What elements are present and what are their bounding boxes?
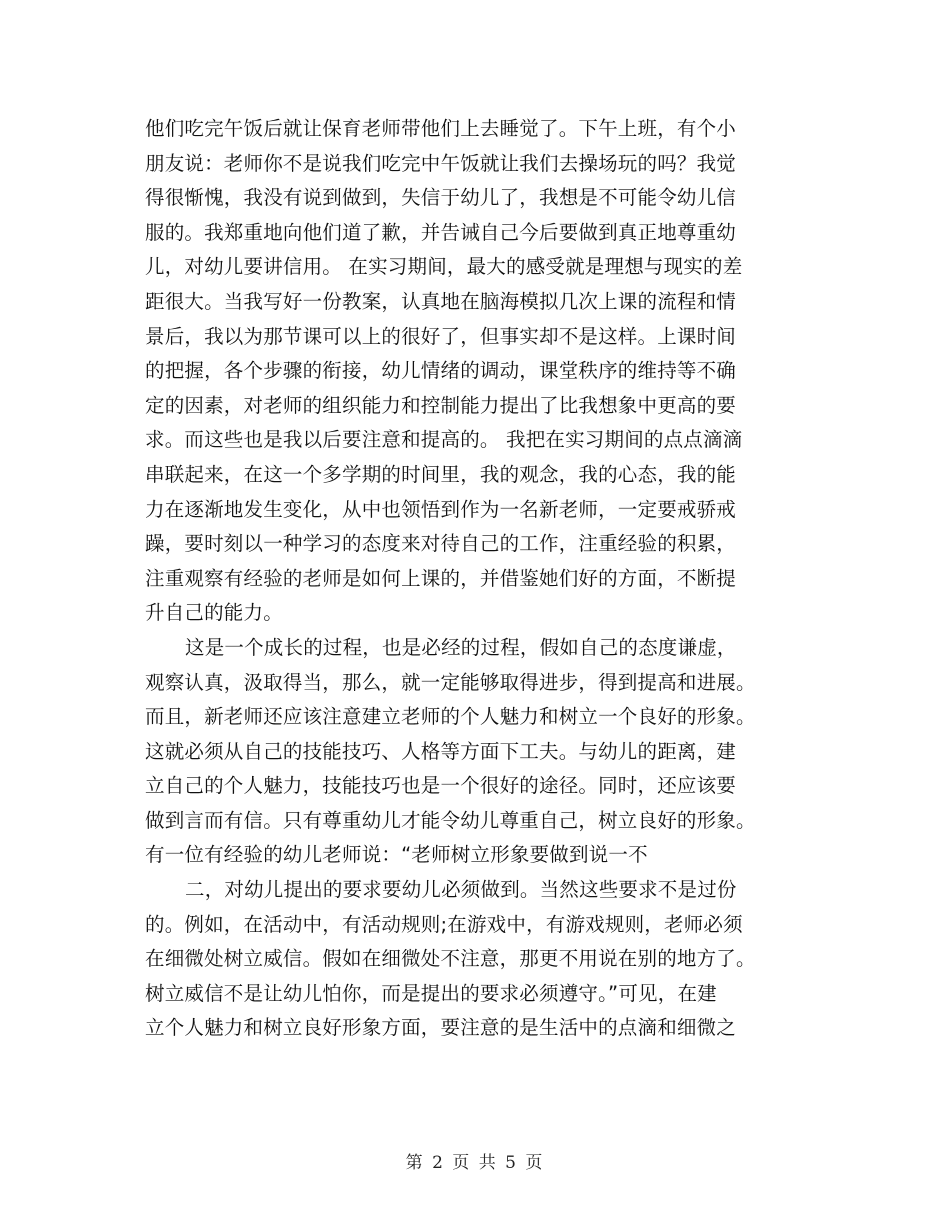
text-line: 立自己的个人魅力，技能技巧也是一个很好的途径。同时，还应该要: [145, 774, 737, 798]
text-line: 二，对幼儿提出的要求要幼儿必须做到。当然这些要求不是过份: [185, 878, 737, 902]
body-text: [145, 112, 845, 1046]
text-line: 做到言而有信。只有尊重幼儿才能令幼儿尊重自己，树立良好的形象。: [145, 808, 756, 832]
text-line: 力在逐渐地发生变化，从中也领悟到作为一名新老师，一定要戒骄戒: [145, 497, 737, 521]
text-line: 而且，新老师还应该注意建立老师的个人魅力和树立一个良好的形象。: [145, 705, 756, 729]
text-line: 得很惭愧，我没有说到做到，失信于幼儿了，我想是不可能令幼儿信: [145, 186, 737, 210]
text-line: 观察认真，汲取得当，那么，就一定能够取得进步，得到提高和进展。: [145, 670, 756, 694]
text-line: 躁，要时刻以一种学习的态度来对待自己的工作，注重经验的积累，: [145, 532, 737, 556]
text-line: 朋友说：老师你不是说我们吃完中午饭就让我们去操场玩的吗？我觉: [145, 151, 737, 175]
text-line: 这就必须从自己的技能技巧、人格等方面下工夫。与幼儿的距离，建: [145, 739, 737, 763]
text-line: 树立威信不是让幼儿怕你，而是提出的要求必须遵守。”可见，在建: [145, 981, 717, 1005]
text-line: 儿，对幼儿要讲信用。 在实习期间，最大的感受就是理想与现实的差: [145, 255, 743, 279]
text-line: 在细微处树立威信。假如在细微处不注意，那更不用说在别的地方了。: [145, 947, 756, 971]
text-line: 有一位有经验的幼儿老师说：“老师树立形象要做到说一不: [145, 843, 648, 867]
text-line: 立个人魅力和树立良好形象方面，要注意的是生活中的点滴和细微之: [145, 1016, 737, 1040]
text-line: 他们吃完午饭后就让保育老师带他们上去睡觉了。下午上班，有个小: [145, 117, 737, 140]
text-line: 服的。我郑重地向他们道了歉，并告诫自己今后要做到真正地尊重幼: [145, 220, 737, 244]
text-line: 求。而这些也是我以后要注意和提高的。 我把在实习期间的点点滴滴: [145, 428, 743, 452]
text-line: 这是一个成长的过程，也是必经的过程，假如自己的态度谦虚，: [185, 635, 737, 659]
text-line: 定的因素，对老师的组织能力和控制能力提出了比我想象中更高的要: [145, 393, 737, 417]
text-line: 距很大。当我写好一份教案，认真地在脑海模拟几次上课的流程和情: [145, 289, 737, 313]
text-line: 的把握，各个步骤的衔接，幼儿情绪的调动，课堂秩序的维持等不确: [145, 359, 737, 383]
text-line: 的。例如，在活动中，有活动规则;在游戏中，有游戏规则，老师必须: [145, 912, 743, 936]
text-line: 升自己的能力。: [145, 601, 283, 625]
text-line: 景后，我以为那节课可以上的很好了，但事实却不是这样。上课时间: [145, 324, 737, 348]
page-footer: 第 2 页 共 5 页: [405, 1153, 545, 1173]
text-line: 串联起来，在这一个多学期的时间里，我的观念，我的心态，我的能: [145, 462, 737, 486]
text-line: 注重观察有经验的老师是如何上课的，并借鉴她们好的方面，不断提: [145, 566, 737, 590]
